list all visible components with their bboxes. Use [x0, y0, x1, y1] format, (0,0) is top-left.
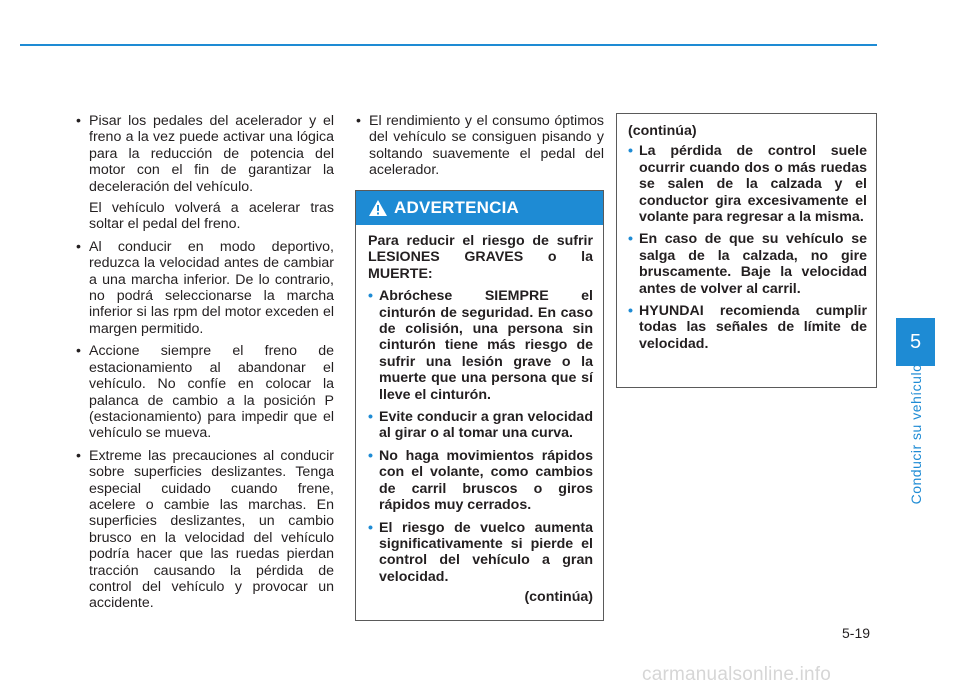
paragraph: • Pisar los pedales del acelerador y el freno a la vez puede activar una lógica para la reducción de potencia del motor con el fin de garantizar la deceleración del vehículo.	[89, 113, 334, 195]
warning-intro: Para reducir el riesgo de sufrir LESIONES GRAVES o la MUERTE:	[368, 233, 593, 282]
continued-warning-box	[616, 113, 877, 388]
warning-item: • En caso de que su vehículo se salga de la calzada, no gire bruscamente. Baje la velocidad antes de volver al carril.	[628, 231, 867, 297]
continued-heading: (continúa)	[628, 123, 697, 139]
warning-item: • El riesgo de vuelco aumenta significativamente si pierde el control del vehículo a gran velocidad.	[368, 520, 593, 586]
warning-box	[355, 190, 604, 621]
continues-note: (continúa)	[524, 589, 593, 606]
chapter-tab: 5	[896, 318, 935, 366]
list-item	[76, 448, 334, 612]
header-rule	[20, 44, 877, 46]
warning-item: • La pérdida de control suele ocurrir cuando dos o más ruedas se salen de la calzada y el conductor gira excesivamente el volante para regresar a la misma.	[628, 143, 867, 225]
page-number: 5-19	[842, 625, 871, 641]
list-item	[76, 239, 334, 337]
warning-header	[356, 191, 603, 225]
paragraph: • Accione siempre el freno de estacionamiento al abandonar el vehículo. No confíe en colocar la palanca de cambio a la posición P (estacionamiento) para impedir que el vehículo se mueva.	[89, 343, 334, 442]
left-column	[76, 113, 334, 618]
warning-item: • No haga movimientos rápidos con el volante, como cambios de carril bruscos o giros rápidos muy cerrados.	[368, 448, 593, 514]
warning-item: • Evite conducir a gran velocidad al girar o al tomar una curva.	[368, 409, 593, 442]
warning-title: ADVERTENCIA	[394, 198, 519, 217]
warning-body	[356, 225, 603, 606]
warning-triangle-icon	[368, 199, 388, 217]
warning-item: • Abróchese SIEMPRE el cinturón de seguridad. En caso de colisión, una persona sin cinturón tiene más riesgo de sufrir una lesión grave o la muerte que una persona que sí lleve el cinturón.	[368, 288, 593, 403]
paragraph: • Extreme las precauciones al conducir sobre superficies deslizantes. Tenga especial cuidado cuando frene, acelere o cambie las marchas. En superficies deslizantes, un cambio brusco en la velocidad del vehículo podría hacer que las ruedas pierdan tracción causando la pérdida de control del vehículo y provocar un accidente.	[89, 447, 334, 612]
paragraph: • El rendimiento y el consumo óptimos del vehículo se consiguen pisando y soltando suavemente el pedal del acelerador.	[369, 113, 604, 179]
paragraph: • Al conducir en modo deportivo, reduzca la velocidad antes de cambiar a una marcha inferior. De lo contrario, no podrá seleccionarse la marcha inferior si las rpm del motor exceden el margen permitido.	[89, 238, 334, 337]
list-item	[76, 343, 334, 441]
middle-column	[356, 113, 604, 185]
watermark: carmanualsonline.info	[642, 664, 832, 685]
chapter-title: Conducir su vehículo	[908, 363, 924, 505]
warning-item: • HYUNDAI recomienda cumplir todas las señales de límite de velocidad.	[628, 303, 867, 352]
list-item	[76, 113, 334, 233]
list-item	[356, 113, 604, 179]
paragraph: El vehículo volverá a acelerar tras soltar el pedal del freno.	[89, 200, 334, 233]
